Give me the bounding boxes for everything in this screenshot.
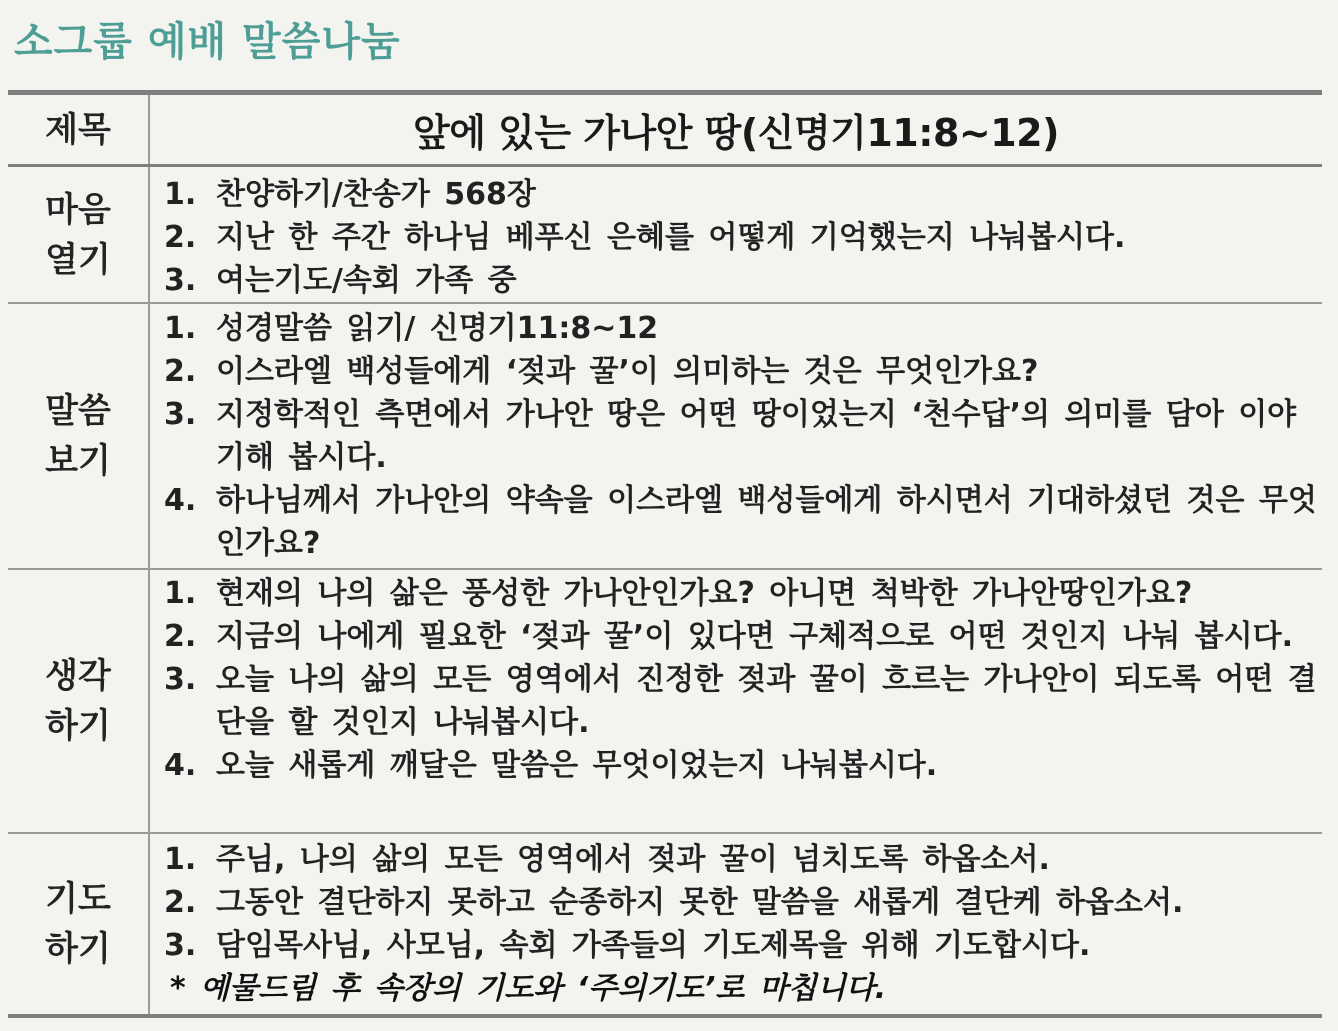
item-text: 지난 한 주간 하나님 베푸신 은혜를 어떻게 기억했는지 나눠봅시다.: [216, 220, 1126, 255]
list-item: [164, 173, 1322, 216]
section-label: 기도 하기: [45, 879, 111, 969]
section-label-cell: [8, 167, 150, 302]
discussion-table: [8, 90, 1322, 1018]
section-content: [150, 167, 1322, 302]
section-content: [150, 834, 1322, 1014]
list-item: [164, 259, 1322, 302]
list-item: [164, 658, 1322, 744]
section-row-open-heart: [8, 167, 1322, 304]
table-header-row: [8, 95, 1322, 167]
section-row-reflect: [8, 570, 1322, 834]
item-number: 3.: [164, 662, 197, 697]
item-number: 2.: [164, 354, 197, 389]
item-text: 이스라엘 백성들에게 ‘젖과 꿀’이 의미하는 것은 무엇인가요?: [216, 354, 1039, 389]
item-number: 4.: [164, 748, 197, 783]
item-text: 오늘 나의 삶의 모든 영역에서 진정한 젖과 꿀이 흐르는 가나안이 되도록 어떤 결단을 할 것인지 나눠봅시다.: [216, 662, 1317, 740]
list-item: [164, 924, 1322, 967]
item-number: 1.: [164, 576, 197, 611]
item-number: 3.: [164, 397, 197, 432]
item-number: 3.: [164, 928, 197, 963]
section-row-prayer: [8, 834, 1322, 1014]
list-item: [164, 838, 1322, 881]
item-number: 2.: [164, 220, 197, 255]
item-number: 2.: [164, 885, 197, 920]
list-item: [164, 479, 1322, 565]
item-text: 현재의 나의 삶은 풍성한 가나안인가요? 아니면 척박한 가나안땅인가요?: [216, 576, 1193, 611]
list-item: [164, 350, 1322, 393]
section-label-cell: [8, 570, 150, 832]
list-item: [164, 744, 1322, 787]
section-label: 생각 하기: [45, 656, 111, 746]
item-text: 지금의 나에게 필요한 ‘젖과 꿀’이 있다면 구체적으로 어떤 것인지 나눠 봅시다.: [216, 619, 1294, 654]
header-label: 제목: [45, 109, 111, 150]
sermon-title: 앞에 있는 가나안 땅(신명기11:8~12): [413, 111, 1059, 155]
list-item: [164, 393, 1322, 479]
list-item: [164, 216, 1322, 259]
page-title: 소그룹 예배 말씀나눔: [14, 19, 401, 65]
section-label: 마음 열기: [45, 189, 111, 280]
item-text: 담임목사님, 사모님, 속회 가족들의 기도제목을 위해 기도합시다.: [216, 928, 1091, 963]
item-number: 1.: [164, 177, 197, 212]
header-label-cell: [8, 95, 150, 164]
item-text: 찬양하기/찬송가 568장: [216, 177, 536, 212]
item-text: 주님, 나의 삶의 모든 영역에서 젖과 꿀이 넘치도록 하옵소서.: [216, 842, 1050, 877]
list-item: [164, 881, 1322, 924]
item-number: 2.: [164, 619, 197, 654]
section-label: 말씀 보기: [45, 391, 111, 481]
item-number: 1.: [164, 842, 197, 877]
item-number: 3.: [164, 263, 197, 298]
list-item: [164, 572, 1322, 615]
item-text: 하나님께서 가나안의 약속을 이스라엘 백성들에게 하시면서 기대하셨던 것은 무엇인가요?: [216, 483, 1317, 561]
item-text: 그동안 결단하지 못하고 순종하지 못한 말씀을 새롭게 결단케 하옵소서.: [216, 885, 1184, 920]
section-content: [150, 570, 1322, 832]
list-item: [164, 615, 1322, 658]
section-label-cell: [8, 834, 150, 1014]
section-content: [150, 304, 1322, 568]
section-label-cell: [8, 304, 150, 568]
item-text: 지정학적인 측면에서 가나안 땅은 어떤 땅이었는지 ‘천수답’의 의미를 담아 이야기해 봅시다.: [216, 397, 1297, 475]
item-text: 오늘 새롭게 깨달은 말씀은 무엇이었는지 나눠봅시다.: [216, 748, 938, 783]
section-row-read-word: [8, 304, 1322, 570]
item-text: 성경말씀 읽기/ 신명기11:8~12: [216, 311, 659, 346]
item-text: 여는기도/속회 가족 중: [216, 263, 517, 298]
item-number: 1.: [164, 311, 197, 346]
item-number: 4.: [164, 483, 197, 518]
list-item: [164, 307, 1322, 350]
closing-note: * 예물드림 후 속장의 기도와 ‘주의기도’로 마칩니다.: [170, 971, 887, 1006]
